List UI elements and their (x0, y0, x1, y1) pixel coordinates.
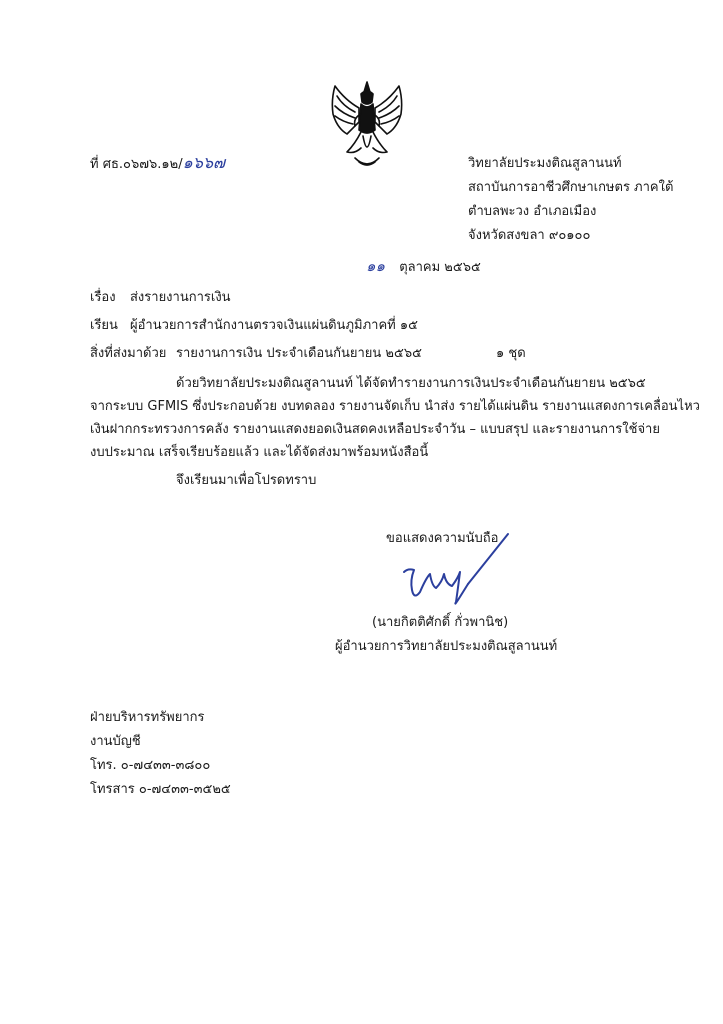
enclosure-label: สิ่งที่ส่งมาด้วย (90, 346, 167, 361)
reference-handwritten: ๑๖๖๗ (182, 153, 226, 172)
enclosure-text: รายงานการเงิน ประจำเดือนกันยายน ๒๕๖๕ (176, 346, 422, 361)
salutation: ขอแสดงความนับถือ (386, 531, 499, 546)
subject-text: ส่งรายงานการเงิน (130, 290, 231, 305)
sender-address-line-2: สถาบันการอาชีวศึกษาเกษตร ภาคใต้ (468, 180, 674, 195)
date-month-year: ตุลาคม ๒๕๖๕ (399, 260, 481, 275)
footer-fax: โทรสาร ๐-๗๔๓๓-๓๕๒๕ (90, 782, 231, 797)
signer-name: (นายกิตติศักดิ์ กั่วพานิช) (372, 615, 509, 630)
footer-section: งานบัญชี (90, 734, 141, 749)
reference-prefix: ที่ ศธ.๐๖๗๖.๑๒/ (90, 157, 183, 172)
body-line-2: จากระบบ GFMIS ซึ่งประกอบด้วย งบทดลอง รายงานจัดเก็บ นำส่ง รายได้แผ่นดิน รายงานแสดงการเคลื่อนไหว (90, 399, 700, 414)
body-line-3: เงินฝากกระทรวงการคลัง รายงานแสดงยอดเงินสดคงเหลือประจำวัน – แบบสรุป และรายงานการใช้จ่าย (90, 422, 660, 437)
garuda-emblem-icon (325, 78, 409, 174)
footer-phone: โทร. ๐-๗๔๓๓-๓๘๐๐ (90, 758, 211, 773)
subject-label: เรื่อง (90, 290, 116, 305)
closing-line: จึงเรียนมาเพื่อโปรดทราบ (176, 473, 317, 488)
letter-date (366, 257, 481, 277)
footer-department: ฝ่ายบริหารทรัพยากร (90, 710, 205, 725)
recipient-label: เรียน (90, 318, 118, 333)
handwritten-signature (396, 528, 526, 610)
date-day-handwritten: ๑๑ (366, 257, 386, 275)
enclosure-quantity: ๑ ชุด (496, 346, 526, 361)
sender-address-line-1: วิทยาลัยประมงติณสูลานนท์ (468, 156, 622, 171)
reference-number (90, 154, 225, 174)
recipient-text: ผู้อำนวยการสำนักงานตรวจเงินแผ่นดินภูมิภาคที่ ๑๕ (130, 318, 418, 333)
body-line-1: ด้วยวิทยาลัยประมงติณสูลานนท์ ได้จัดทำรายงานการเงินประจำเดือนกันยายน ๒๕๖๕ (176, 376, 646, 391)
body-line-4: งบประมาณ เสร็จเรียบร้อยแล้ว และได้จัดส่งมาพร้อมหนังสือนี้ (90, 445, 429, 460)
sender-address-line-3: ตำบลพะวง อำเภอเมือง (468, 204, 597, 219)
signer-title: ผู้อำนวยการวิทยาลัยประมงติณสูลานนท์ (335, 639, 558, 654)
sender-address-line-4: จังหวัดสงขลา ๙๐๑๐๐ (468, 228, 591, 243)
